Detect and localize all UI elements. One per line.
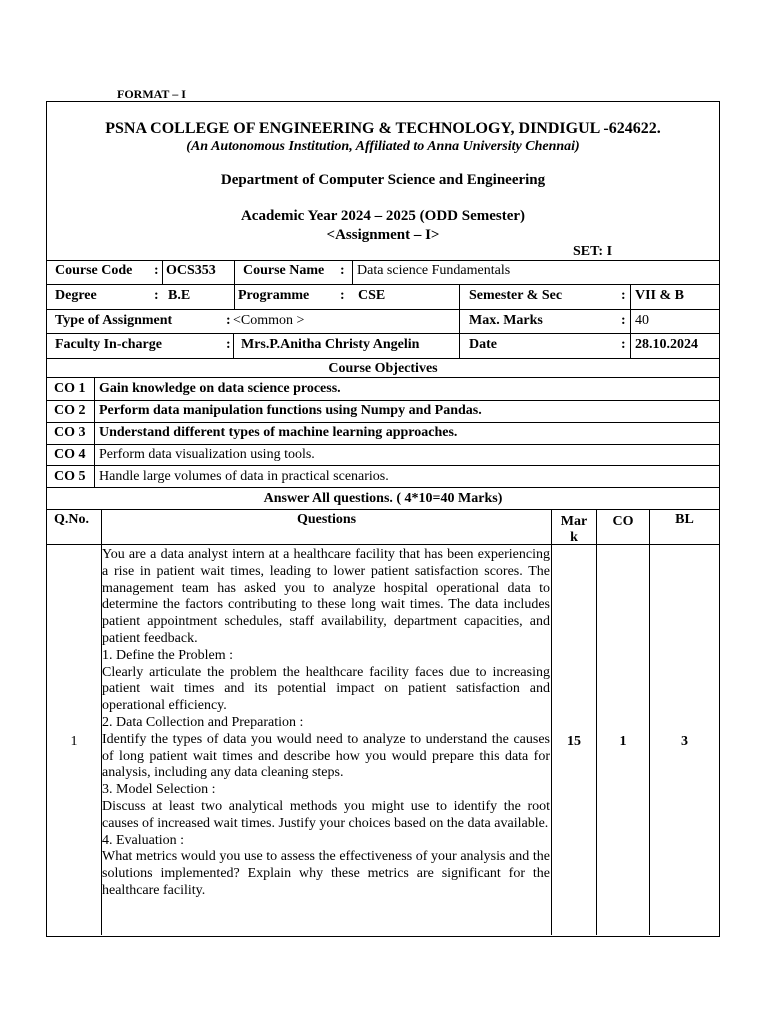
- colon: :: [226, 337, 231, 352]
- colon: :: [226, 313, 231, 328]
- max-marks-label: Max. Marks: [469, 313, 543, 328]
- co-text: Perform data visualization using tools.: [99, 447, 315, 462]
- programme-label: Programme: [238, 288, 310, 303]
- colon: :: [621, 288, 626, 303]
- course-code-value: OCS353: [166, 263, 216, 278]
- question-paragraph: Clearly articulate the problem the healthcare facility faces due to increasing patient wait times and its potential impact on patient satisfaction and operational efficiency.: [102, 664, 550, 714]
- header-mark: Mar: [560, 514, 588, 529]
- question-co: 1: [619, 734, 627, 749]
- answer-instruction: Answer All questions. ( 4*10=40 Marks): [263, 491, 503, 506]
- semester-value: VII & B: [635, 288, 685, 303]
- faculty-value: Mrs.P.Anitha Christy Angelin: [241, 337, 420, 352]
- format-label: FORMAT – I: [117, 87, 186, 101]
- semester-label: Semester & Sec: [469, 288, 563, 303]
- question-paragraph: 4. Evaluation :: [102, 832, 185, 848]
- assignment-title: <Assignment – I>: [326, 227, 440, 243]
- question-mark: 15: [567, 734, 581, 749]
- header-bl: BL: [675, 512, 694, 527]
- colon: :: [621, 313, 626, 328]
- date-value: 28.10.2024: [635, 337, 698, 352]
- colon: :: [154, 288, 159, 303]
- department-title: Department of Computer Science and Engineering: [220, 172, 546, 188]
- programme-value: CSE: [358, 288, 386, 303]
- assignment-type-label: Type of Assignment: [55, 313, 173, 328]
- colon: :: [340, 288, 345, 303]
- question-paragraph: 3. Model Selection :: [102, 782, 216, 798]
- question-paragraph: Identify the types of data you would need to analyze to understand the causes of long patient wait times and describe how you would prepare this data for analysis, including any data cleaning steps.: [102, 731, 550, 781]
- set-label: SET: I: [573, 244, 613, 259]
- assignment-type-value: <Common >: [233, 313, 305, 328]
- question-text: [102, 547, 550, 900]
- college-subtitle: (An Autonomous Institution, Affiliated to Anna University Chennai): [186, 139, 580, 154]
- colon: :: [154, 263, 159, 278]
- question-paragraph: 2. Data Collection and Preparation :: [102, 714, 304, 730]
- co-code: CO 1: [54, 381, 86, 396]
- course-code-label: Course Code: [55, 263, 133, 278]
- question-paragraph: 1. Define the Problem :: [102, 647, 234, 663]
- course-name-value: Data science Fundamentals: [357, 263, 511, 278]
- question-paragraph: Discuss at least two analytical methods you might use to identify the root causes of increased wait times. Justify your choices based on the data available.: [102, 798, 550, 831]
- academic-year: Academic Year 2024 – 2025 (ODD Semester): [240, 208, 526, 224]
- college-name: PSNA COLLEGE OF ENGINEERING & TECHNOLOGY, DINDIGUL -624622.: [105, 120, 661, 137]
- co-code: CO 2: [54, 403, 86, 418]
- degree-label: Degree: [55, 288, 97, 303]
- header-mark-cont: k: [570, 530, 578, 545]
- degree-value: B.E: [168, 288, 191, 303]
- course-objectives-title: Course Objectives: [328, 361, 438, 376]
- co-code: CO 3: [54, 425, 86, 440]
- colon: :: [340, 263, 345, 278]
- co-code: CO 4: [54, 447, 86, 462]
- question-paragraph: You are a data analyst intern at a healthcare facility that has been experiencing a rise in patient wait times, leading to lower patient satisfaction scores. The management team has asked you to analyze hospital operational data to determine the factors contributing to these long wait times. The data includes patient appointment schedules, staff availability, department capacities, and patient feedback.: [102, 547, 550, 646]
- co-text: Handle large volumes of data in practical scenarios.: [99, 469, 389, 484]
- co-code: CO 5: [54, 469, 86, 484]
- faculty-label: Faculty In-charge: [55, 337, 162, 352]
- co-text: Perform data manipulation functions using Numpy and Pandas.: [99, 403, 482, 418]
- date-label: Date: [469, 337, 497, 352]
- header-co: CO: [612, 514, 634, 529]
- header-qno: Q.No.: [54, 512, 89, 527]
- co-text: Gain knowledge on data science process.: [99, 381, 341, 396]
- question-bl: 3: [681, 734, 688, 749]
- question-paragraph: What metrics would you use to assess the effectiveness of your analysis and the solutions implemented? Explain why these metrics are significant for the healthcare facility.: [102, 849, 550, 898]
- header-questions: Questions: [296, 512, 357, 527]
- question-number: 1: [70, 734, 78, 749]
- colon: :: [621, 337, 626, 352]
- max-marks-value: 40: [635, 313, 649, 328]
- co-text: Understand different types of machine learning approaches.: [99, 425, 458, 440]
- course-name-label: Course Name: [243, 263, 325, 278]
